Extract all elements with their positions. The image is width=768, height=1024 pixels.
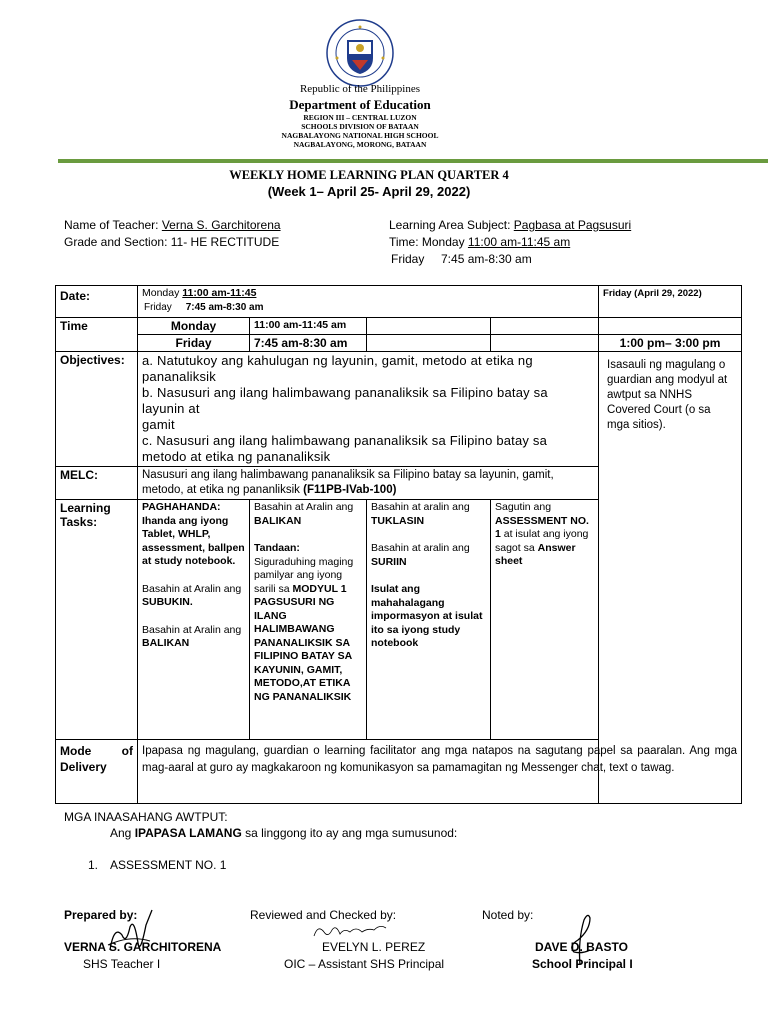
task3-p2-text: Basahin at aralin ang (371, 542, 470, 554)
task2-body-bold: MODYUL 1 PAGSUSURI NG ILANG HALIMBAWANG PANANALIKSIK SA FILIPINO BATAY SA KAYUNIN, GAMIT, METODO,AT ETIKA NG PANANALIKSIK (254, 582, 352, 703)
tasks-label: Learning Tasks: (56, 500, 138, 740)
task2-p1 (254, 501, 362, 528)
melc-label: MELC: (56, 467, 138, 500)
time-friday-empty-2 (491, 335, 599, 352)
task2-body (254, 556, 362, 705)
melc-text (138, 467, 599, 500)
objective-b: b. Nasusuri ang ilang halimbawang pananaliksik sa Filipino batay sa layunin at (142, 385, 548, 416)
mode-text: Ipapasa ng magulang, guardian o learning facilitator ang mga natapos na sagutang papel sa paaralan. Ang mga mag-aaral at guro ay magkakaroon ng komunikasyon sa pamamagitan ng Messenger chat, text o tawag. (138, 740, 742, 804)
objectives-list (138, 352, 599, 467)
delivery-row (56, 740, 742, 804)
melc-body: Nasusuri ang ilang halimbawang pananaliksik sa Filipino batay sa layunin, gamit, metodo, at etika ng pananliksik (142, 469, 554, 496)
reviewed-name: EVELYN L. PEREZ (322, 940, 426, 954)
task1-p3 (142, 624, 245, 651)
time-friday-value: 7:45 am-8:30 am (250, 335, 367, 352)
task1-body: Ihanda ang iyong Tablet, WHLP, assessment, ballpen at study notebook. (142, 514, 245, 567)
date-monday-day: Monday (142, 287, 183, 299)
prepared-signature-icon (100, 905, 160, 965)
time-row-friday (56, 335, 742, 352)
prepared-label: Prepared by: (64, 908, 138, 922)
prepared-title: SHS Teacher I (83, 957, 161, 971)
task4-p1 (495, 501, 594, 569)
task4-p1-bold: ASSESSMENT NO. 1 (495, 514, 589, 540)
grade-info: Grade and Section: 11- HE RECTITUDE (64, 235, 280, 249)
outputs-intro-c: sa linggong ito ay ang mga sumusunod: (241, 826, 458, 840)
date-row (56, 286, 742, 318)
time-label: Time (56, 318, 138, 352)
republic-line: Republic of the Philippines (299, 83, 421, 95)
deped-seal-icon (325, 18, 395, 88)
header-divider (58, 159, 768, 163)
time-friday-info: Friday 7:45 am-8:30 am (391, 252, 532, 266)
return-note: Isasauli ng magulang o guardian ang modyul at awtput sa NNHS Covered Court (o sa mga sitios). (599, 352, 742, 804)
time-last: 1:00 pm– 3:00 pm (599, 335, 742, 352)
task1-p2-text: Basahin at Aralin ang (142, 582, 242, 595)
objectives-label: Objectives: (56, 352, 138, 467)
teacher-label: Name of Teacher: (64, 218, 162, 232)
task3-p1 (371, 501, 486, 528)
task3-p3: Isulat ang mahahalagang impormasyon at isulat ito sa iyong study notebook (371, 583, 483, 649)
noted-signature-icon (560, 910, 600, 970)
task3-p1-text: Basahin at aralin ang (371, 501, 470, 513)
task4-p1-text2: at isulat ang iyong sagot sa (495, 528, 589, 554)
department-title: Department of Education (289, 97, 431, 112)
task1-p2 (142, 583, 245, 610)
task-col-1 (138, 500, 250, 740)
noted-title: School Principal I (532, 957, 633, 971)
mode-label-3: Delivery (60, 760, 107, 774)
outputs-intro-b: IPAPASA LAMANG (134, 826, 242, 840)
task2-body-text: Siguraduhing maging pamilyar ang iyong sarili sa (254, 555, 354, 595)
task2-p1-bold: BALIKAN (254, 514, 302, 527)
task1-p3-text: Basahin at Aralin ang (142, 623, 242, 636)
date-label: Date: (56, 286, 138, 318)
subject-label: Learning Area Subject: (389, 218, 514, 232)
task1-p2-bold: SUBUKIN. (142, 596, 193, 608)
outputs-intro (110, 826, 457, 840)
time-monday: Monday (138, 318, 250, 335)
task-col-2 (250, 500, 367, 740)
task3-p2-bold: SURIIN (371, 555, 407, 568)
date-monday-time: 11:00 am-11:45 (182, 287, 257, 299)
reviewed-signature-icon (310, 918, 390, 944)
time-friday: Friday (138, 335, 250, 352)
melc-code: (F11PB-IVab-100) (303, 484, 397, 496)
plan-title: WEEKLY HOME LEARNING PLAN QUARTER 4 (229, 168, 509, 182)
task-col-3 (367, 500, 491, 740)
time-monday-empty-3 (599, 318, 742, 335)
task2-tandaan: Tandaan: (254, 542, 300, 554)
noted-label: Noted by: (482, 908, 534, 922)
school-line: NAGBALAYONG NATIONAL HIGH SCHOOL (281, 131, 439, 140)
outputs-item-num: 1. (88, 858, 99, 872)
plan-week: (Week 1– April 25- April 29, 2022) (267, 184, 471, 199)
task-col-4 (491, 500, 599, 740)
subject-info (389, 218, 631, 232)
objective-c: c. Nasusuri ang ilang halimbawang pananaliksik sa Filipino batay sa metodo at etika ng pananaliksik (142, 433, 548, 464)
address-line: NAGBALAYONG, MORONG, BATAAN (293, 140, 427, 149)
plan-table (55, 285, 742, 804)
task3-p1-bold: TUKLASIN (371, 514, 425, 527)
task4-p1-bold2: Answer sheet (495, 541, 576, 567)
time-monday-value: 11:00 am-11:45 am (467, 235, 571, 249)
task1-heading: PAGHAHANDA: (142, 501, 221, 513)
outputs-item-1: ASSESSMENT NO. 1 (110, 858, 227, 872)
date-values (138, 286, 599, 318)
time-monday-value: 11:00 am-11:45 am (250, 318, 367, 335)
date-friday-day: Friday (144, 301, 175, 313)
subject-value: Pagbasa at Pagsusuri (513, 218, 632, 232)
time-label: Time: Monday (389, 235, 468, 249)
region-line: REGION III – CENTRAL LUZON (303, 113, 417, 122)
task3-p2 (371, 542, 486, 569)
time-monday-empty-1 (367, 318, 491, 335)
task2-p1-text: Basahin at Aralin ang (254, 501, 354, 513)
time-friday-empty-1 (367, 335, 491, 352)
reviewed-label: Reviewed and Checked by: (250, 908, 397, 922)
prepared-name: VERNA S. GARCHITORENA (64, 940, 222, 954)
teacher-info (64, 218, 281, 232)
noted-name: DAVE D. BASTO (535, 940, 628, 954)
date-friday-time: 7:45 am-8:30 am (185, 301, 264, 313)
teacher-value: Verna S. Garchitorena (161, 218, 281, 232)
time-monday-empty-2 (491, 318, 599, 335)
objective-b-cont: gamit (142, 417, 175, 432)
task1-p3-bold: BALIKAN (142, 637, 190, 649)
reviewed-title: OIC – Assistant SHS Principal (284, 957, 445, 971)
time-row-monday (56, 318, 742, 335)
mode-label-2: of (121, 744, 133, 758)
time-info (389, 235, 570, 249)
date-friday-full: Friday (April 29, 2022) (599, 286, 742, 318)
task4-p1-text: Sagutin ang (495, 501, 552, 513)
outputs-intro-a: Ang (110, 826, 135, 840)
mode-label-1: Mode (60, 744, 92, 758)
objective-a: a. Natutukoy ang kahulugan ng layunin, gamit, metodo at etika ng pananaliksik (142, 353, 533, 384)
outputs-heading: MGA INAASAHANG AWTPUT: (64, 810, 228, 824)
division-line: SCHOOLS DIVISION OF BATAAN (301, 122, 419, 131)
mode-label (56, 740, 138, 804)
objectives-row (56, 352, 742, 467)
